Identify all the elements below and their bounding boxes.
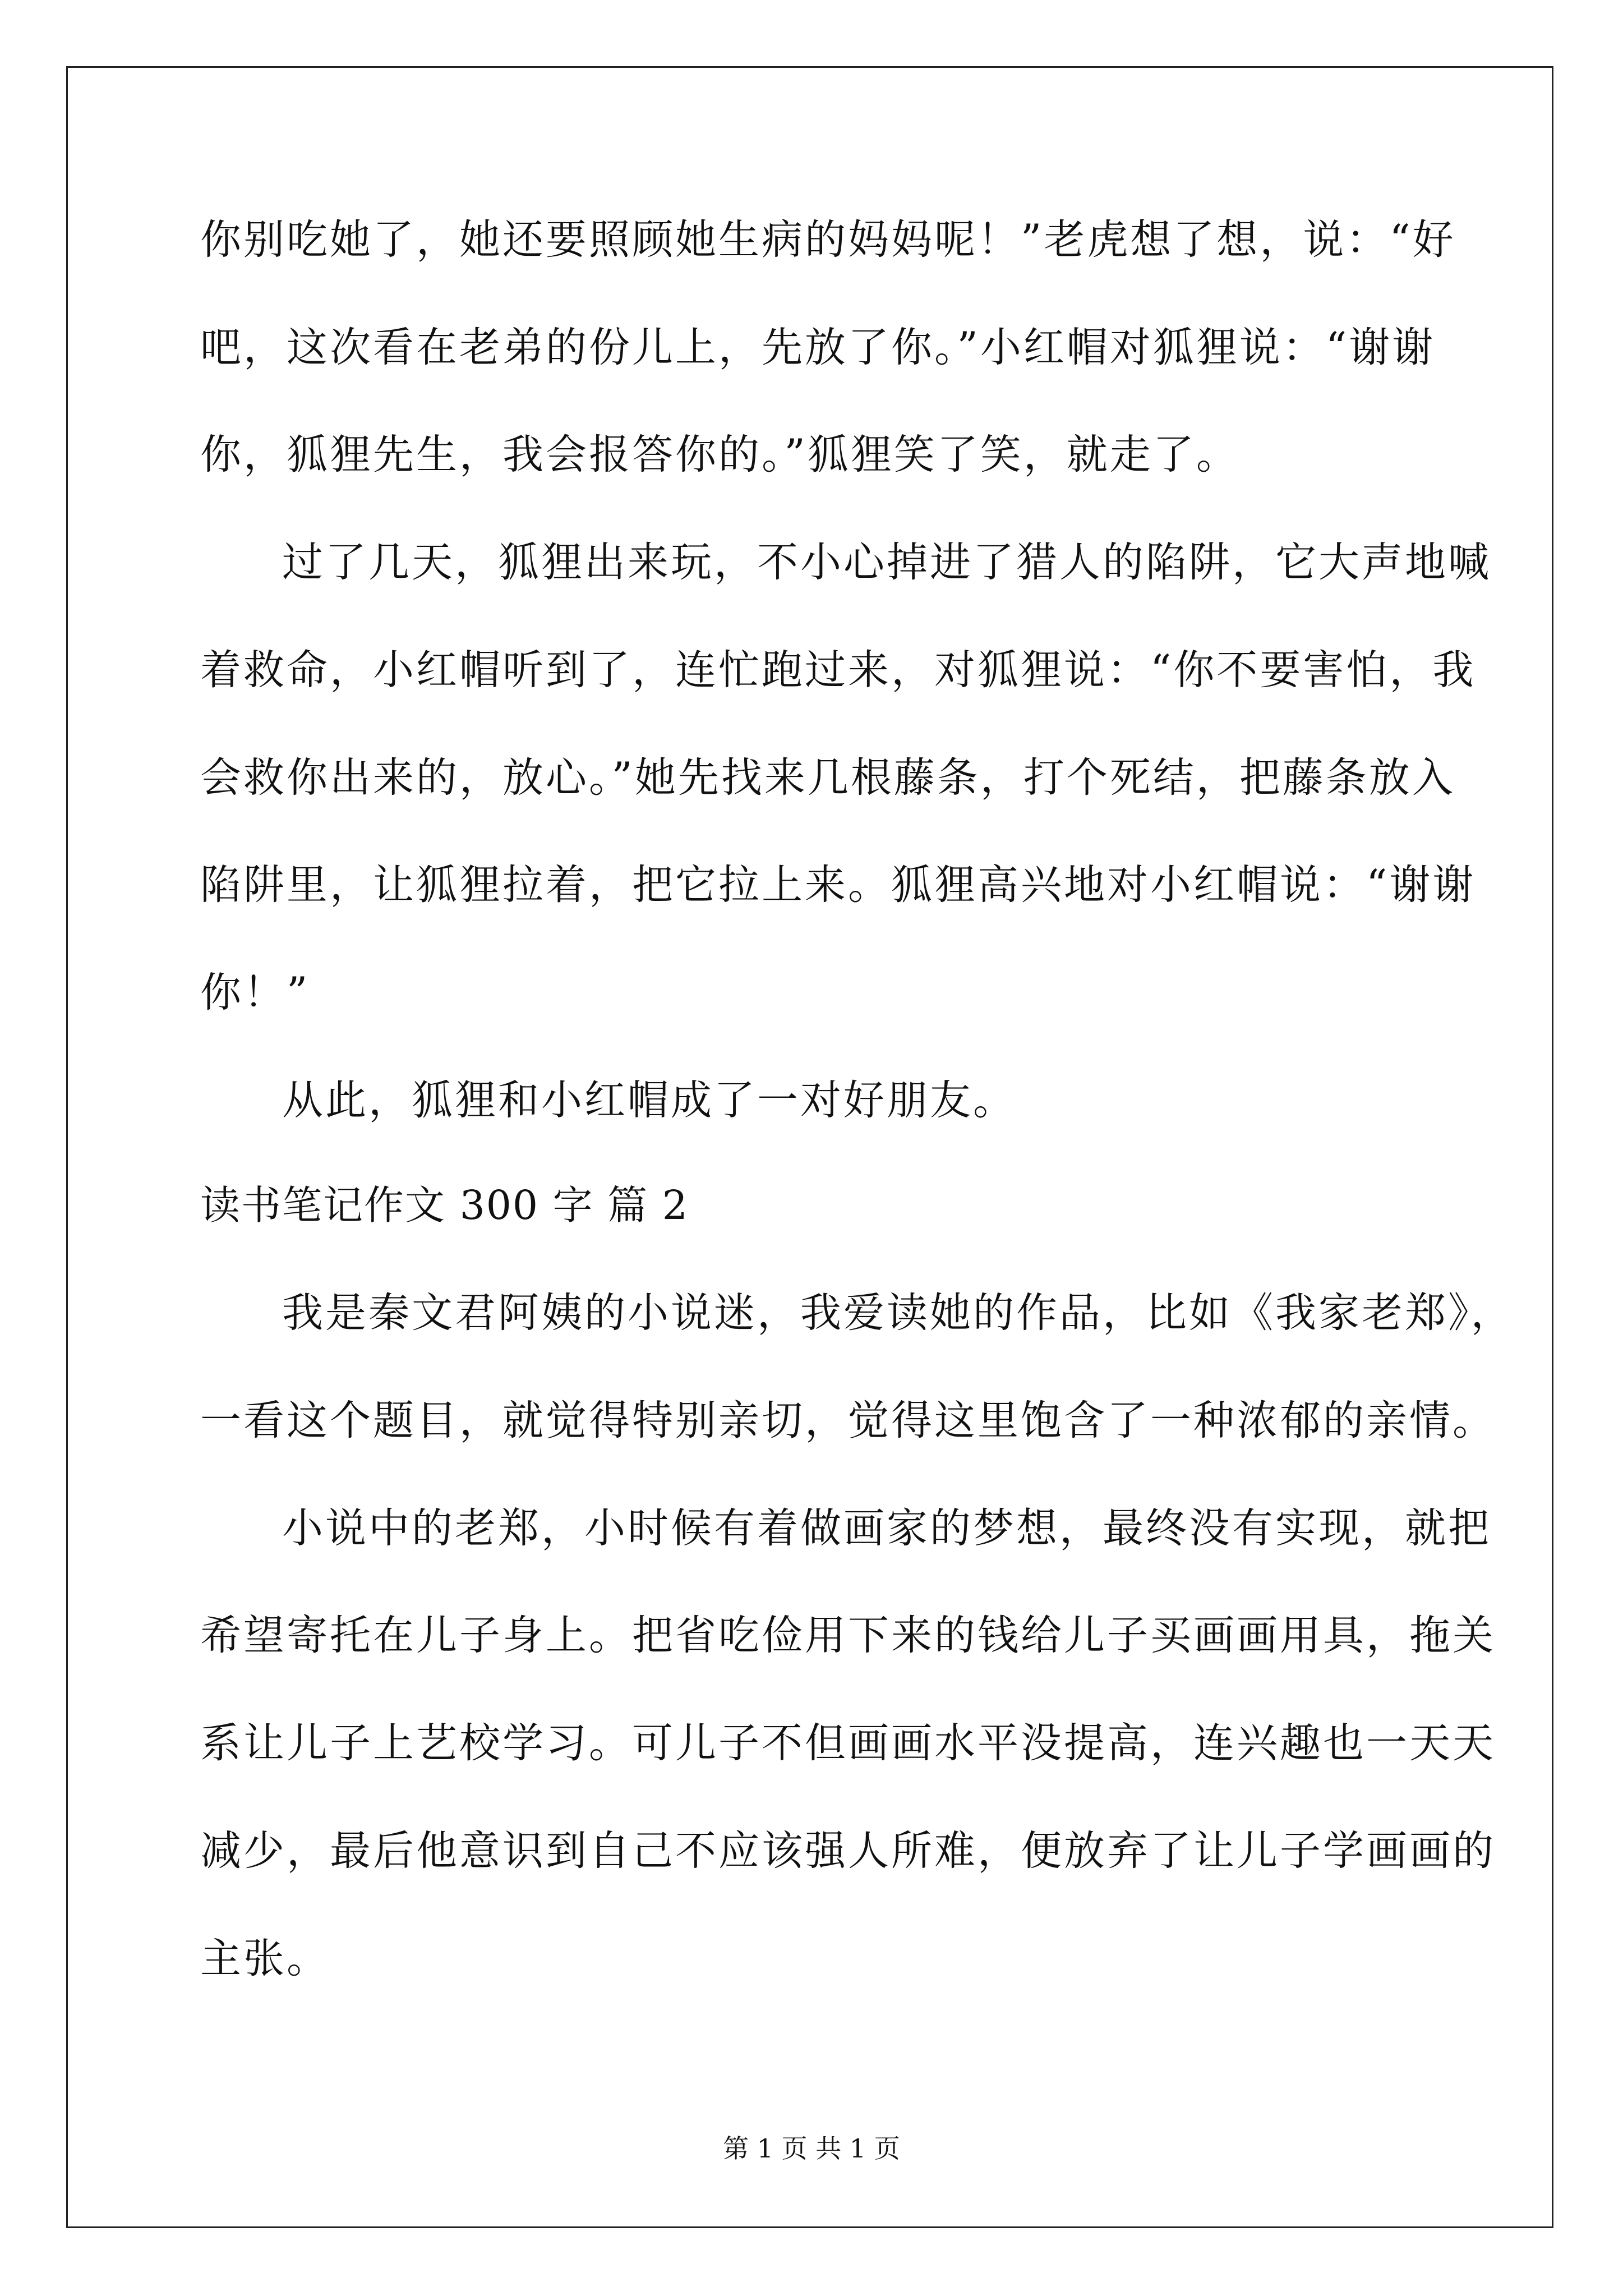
text-line: 系让儿子上艺校学习。可儿子不但画画水平没提高，连兴趣也一天天	[200, 1719, 1496, 1767]
section-heading: 读书笔记作文 300 字 篇 2	[200, 1182, 689, 1228]
text-line: 希望寄托在儿子身上。把省吃俭用下来的钱给儿子买画画用具，拖关	[200, 1612, 1496, 1659]
text-line: 你！”	[200, 969, 310, 1016]
text-line: 会救你出来的，放心。”她先找来几根藤条，打个死结，把藤条放入	[200, 754, 1455, 802]
paragraph-start-line: 过了几天，狐狸出来玩，不小心掉进了猎人的陷阱，它大声地喊	[282, 539, 1491, 586]
text-line: 陷阱里，让狐狸拉着，把它拉上来。狐狸高兴地对小红帽说：“谢谢	[200, 861, 1476, 909]
text-line: 减少，最后他意识到自己不应该强人所难，便放弃了让儿子学画画的	[200, 1827, 1496, 1875]
page-border	[66, 66, 1553, 2228]
text-line: 你，狐狸先生，我会报答你的。”狐狸笑了笑，就走了。	[200, 431, 1239, 478]
text-line: 吧，这次看在老弟的份儿上，先放了你。”小红帽对狐狸说：“谢谢	[200, 324, 1436, 371]
text-line: 着救命，小红帽听到了，连忙跑过来，对狐狸说：“你不要害怕，我	[200, 646, 1476, 694]
page-footer: 第 1 页 共 1 页	[723, 2133, 900, 2164]
paragraph-start-line: 从此，狐狸和小红帽成了一对好朋友。	[282, 1076, 1016, 1124]
paragraph-start-line: 我是秦文君阿姨的小说迷，我爱读她的作品，比如《我家老郑》，	[282, 1289, 1514, 1337]
paragraph-start-line: 小说中的老郑，小时候有着做画家的梦想，最终没有实现，就把	[282, 1504, 1491, 1552]
text-line: 一看这个题目，就觉得特别亲切，觉得这里饱含了一种浓郁的亲情。	[200, 1397, 1496, 1444]
text-line: 你别吃她了，她还要照顾她生病的妈妈呢！”老虎想了想，说：“好	[200, 216, 1456, 264]
text-line: 主张。	[200, 1935, 330, 1982]
